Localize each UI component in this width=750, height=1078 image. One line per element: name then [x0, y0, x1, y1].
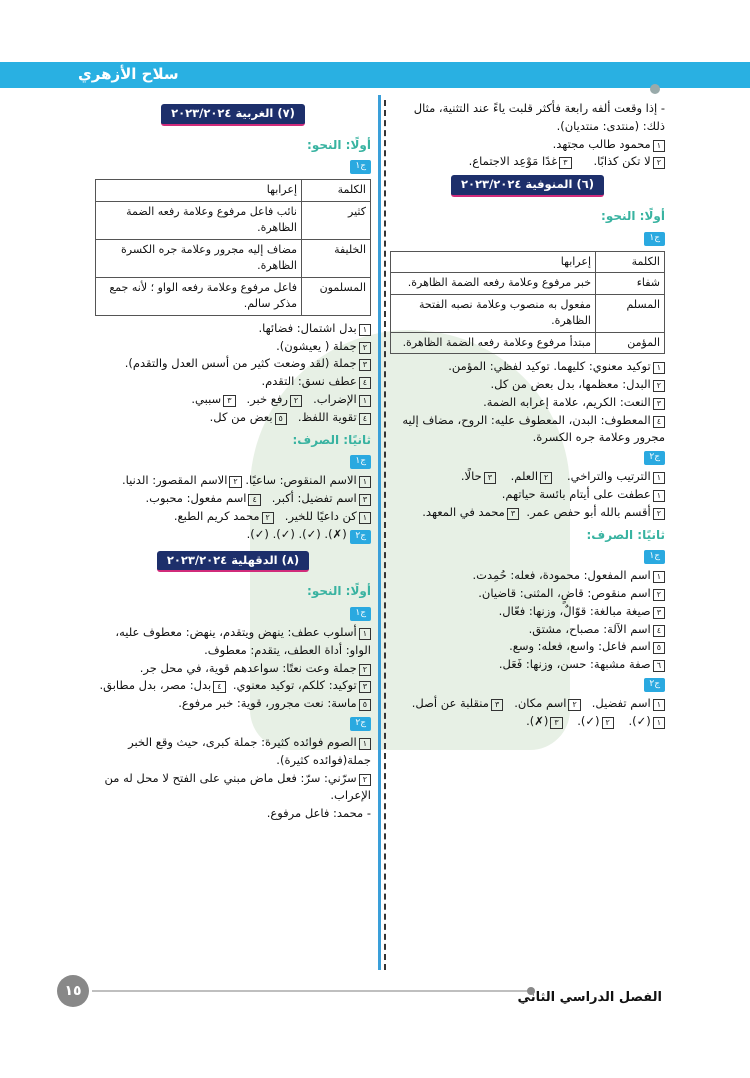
text-line: ١أسلوب عطف: ينهض ويتقدم، ينهض: معطوف عليه، — [95, 624, 371, 642]
text-line: ٦صفة مشبهة: حسن، وزنها: فَعَل. — [390, 656, 665, 674]
text-line: ج٢ (✗). (✓). (✓). (✓). — [95, 526, 371, 547]
question-tag: ج١ — [350, 607, 371, 621]
text-line: ٤اسم الآلة: مصباح، مشتق. — [390, 621, 665, 639]
text-line: - محمد: فاعل مرفوع. — [266, 806, 371, 821]
parsing-table: الكلمة إعرابها كثير نائب فاعل مرفوع وعلامة رفعه الضمة الظاهرة. الخليفة مضاف إليه مجرور وعلامة جره الكسرة الظاهرة. المسلمون فاعل مرفوع وعلامة رفعه الواو ؛ لأنه جمع مذكر سالم. — [95, 179, 371, 316]
text-line: ١الترتيب والتراخي. ٢العلم. ٣حالًا. — [390, 468, 665, 486]
question-tag: ج٢ — [350, 717, 371, 731]
question-tag: ج١ — [644, 550, 665, 564]
question-tag: ج١ — [350, 455, 371, 469]
text-line: ٢سرّني: سرّ: فعل ماض مبني على الفتح لا محل له من — [95, 770, 371, 788]
text-line: ٤عطف نسق: التقدم. — [95, 373, 371, 391]
text-line: ١كن داعيًا للخير. ٢محمد كريم الطبع. — [95, 508, 371, 526]
text-line: مجرور وعلامة جره الكسرة. — [532, 430, 665, 445]
text-line: ٢أقسم بالله أبو حفص عمر. ٣محمد في المعهد. — [390, 504, 665, 522]
question-tag: ج١ — [350, 160, 371, 174]
column-divider — [378, 95, 381, 970]
text-line: ٣صيغة مبالغة: قوّالٌ، وزنها: فعّال. — [390, 603, 665, 621]
text-line: ٢اسم منقوص: قاضٍ، المثنى: قاضيان. — [390, 585, 665, 603]
header-band — [0, 62, 750, 88]
exam-title: (٦) المنوفية ٢٠٢٣/٢٠٢٤ — [451, 175, 604, 197]
text-line: ٢البدل: معظمها، بدل بعض من كل. — [390, 376, 665, 394]
text-line: ١الصوم فوائده كثيرة: جملة كبرى، حيث وقع الخبر — [95, 734, 371, 752]
text-line: ٢لا تكن كذابًا. ٣غدًا مَوْعِد الاجتماع. — [390, 153, 665, 171]
exam-title: (٨) الدقهلية ٢٠٢٣/٢٠٢٤ — [157, 551, 309, 573]
text-line: - إذا وقعت ألفه رابعة فأكثر قلبت ياءً عند التثنية، مثال — [413, 101, 665, 115]
text-line: ٣اسم تفضيل: أكبر. ٤اسم مفعول: محبوب. — [95, 490, 371, 508]
text-line: ١الإضراب. ٢رفع خبر. ٣سببي. — [95, 391, 371, 409]
text-line: ١الاسم المنقوص: ساعيًا. ٢الاسم المقصور: الدنيا. — [95, 472, 371, 490]
text-line: ١محمود طالب مجتهد. — [390, 136, 665, 154]
parsing-table: الكلمة إعرابها شفاء خبر مرفوع وعلامة رفعه الضمة الظاهرة. المسلم مفعول به منصوب وعلامة نصبه الفتحة الظاهرة. المؤمن مبتدأ مرفوع وعلامة رفعه الضمة الظاهرة. — [390, 251, 665, 355]
footer-rule — [92, 990, 530, 992]
header-dot — [650, 84, 660, 94]
text-line: ٣توكيد: كلكم، توكيد معنوي. ٤بدل: مصر، بدل مطابق. — [95, 677, 371, 695]
question-tag: ج٢ — [644, 451, 665, 465]
text-line: ذلك: (منتدى: منتديان). — [556, 118, 665, 133]
text-line: ١توكيد معنوي: كليهما. توكيد لفظي: المؤمن. — [390, 358, 665, 376]
section-heading: أولًا: النحو: — [307, 584, 371, 599]
exam-title: (٧) الغربية ٢٠٢٣/٢٠٢٤ — [161, 104, 305, 126]
semester-label: الفصل الدراسي الثاني — [517, 990, 662, 1005]
section-heading: ثانيًا: الصرف: — [292, 432, 371, 447]
section-heading: أولًا: النحو: — [307, 137, 371, 152]
text-line: ٢جملة ( يعيشون). — [95, 338, 371, 356]
text-line: ٥اسم فاعل: واسع، فعله: وسع. — [390, 638, 665, 656]
left-column — [95, 100, 371, 823]
text-line: ٢جملة وعت نعتًا: سواعدهم قوية، في محل جر. — [95, 660, 371, 678]
section-heading: ثانيًا: الصرف: — [586, 527, 665, 542]
series-logo: سلاح الأزهري — [78, 65, 179, 83]
right-column — [390, 100, 665, 731]
question-tag: ج٢ — [644, 678, 665, 692]
text-line: الإعراب. — [330, 788, 371, 803]
text-line: ١اسم المفعول: محمودة، فعله: حُمِدت. — [390, 567, 665, 585]
text-line: ١(✓). ٢(✓). ٣(✗). — [390, 713, 665, 731]
text-line: ٣النعت: الكريم، علامة إعرابه الضمة. — [390, 394, 665, 412]
question-tag: ج١ — [644, 232, 665, 246]
text-line: جملة(فوائده كثيرة). — [276, 752, 371, 767]
text-line: ٣جملة (لقد وضعت كثير من أسس العدل والتقدم). — [95, 355, 371, 373]
text-line: الواو: أداة العطف، يتقدم: معطوف. — [204, 642, 371, 657]
section-heading: أولًا: النحو: — [601, 209, 665, 224]
page-number: ١٥ — [57, 975, 89, 1007]
text-line: ٤تقوية اللفظ. ٥بعض من كل. — [95, 409, 371, 427]
text-line: ٤المعطوف: البدن، المعطوف عليه: الروح، مضاف إليه — [390, 412, 665, 430]
text-line: ٥ماسة: نعت مجرور، قوية: خبر مرفوع. — [95, 695, 371, 713]
column-dash — [384, 100, 388, 970]
text-line: ١عطفت على أيتام بائسة حياتهم. — [390, 486, 665, 504]
text-line: ١بدل اشتمال: فضائها. — [95, 320, 371, 338]
text-line: ١اسم تفضيل. ٢اسم مكان. ٣منقلبة عن أصل. — [390, 695, 665, 713]
